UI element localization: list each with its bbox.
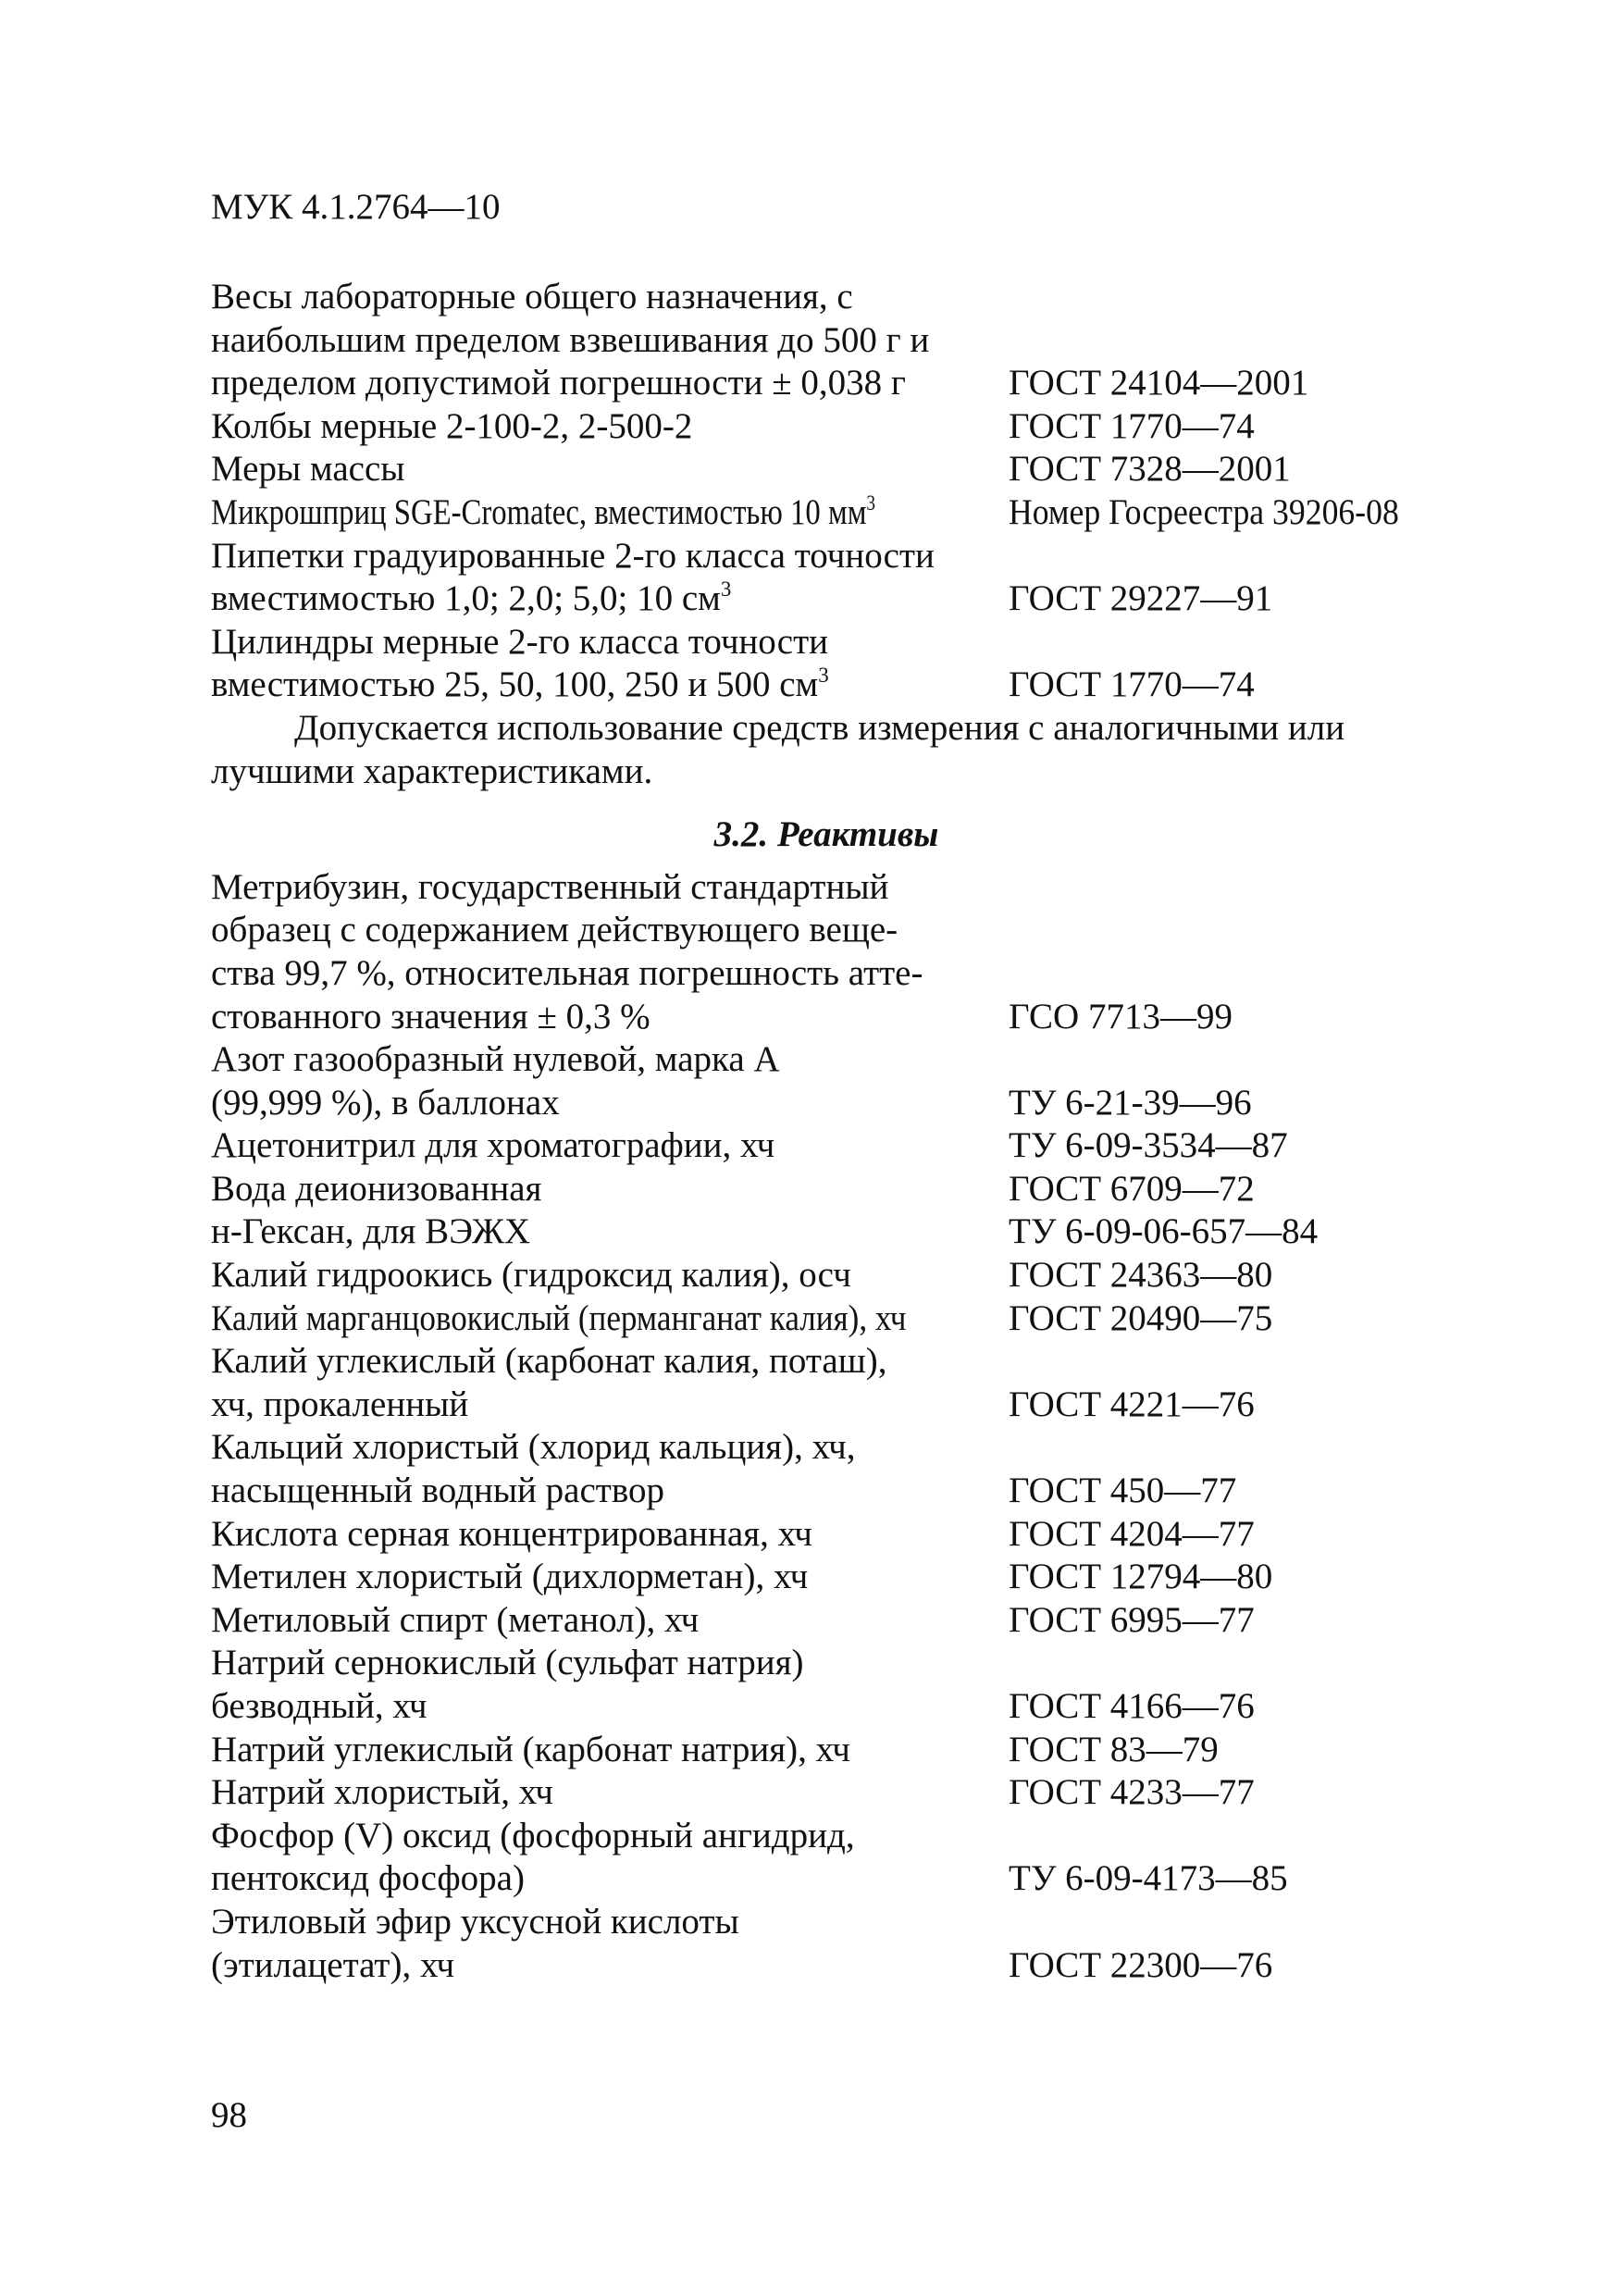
list-item <box>211 1124 1442 1168</box>
page-number: 98 <box>211 2095 247 2135</box>
list-item <box>211 1254 1442 1297</box>
list-item <box>211 1426 1442 1512</box>
item-standard: ГОСТ 4221—76 <box>1009 1384 1255 1424</box>
item-description-line: Меры массы <box>211 449 405 490</box>
item-standard: ГОСТ 4166—76 <box>1009 1686 1255 1726</box>
item-description-line: Этиловый эфир уксусной кислоты <box>211 1901 739 1942</box>
list-item <box>211 1297 1442 1341</box>
item-standard: ГОСТ 6709—72 <box>1009 1168 1255 1209</box>
item-description-line: Калий углекислый (карбонат калия, поташ), <box>211 1341 887 1382</box>
item-standard: ГОСТ 450—77 <box>1009 1471 1237 1511</box>
item-description-line: пределом допустимой погрешности ± 0,038 г <box>211 363 906 403</box>
superscript: 3 <box>866 490 876 515</box>
item-standard: Номер Госреестра 39206-08 <box>1009 491 1399 532</box>
item-description-line: насыщенный водный раствор <box>211 1471 664 1511</box>
item-standard: ГОСТ 20490—75 <box>1009 1297 1273 1338</box>
item-standard: ТУ 6-21-39—96 <box>1009 1082 1252 1123</box>
item-standard: ТУ 6-09-4173—85 <box>1009 1858 1288 1899</box>
item-description-line: Натрий сернокислый (сульфат натрия) <box>211 1643 804 1683</box>
item-description-line: Вода деионизованная <box>211 1168 542 1209</box>
item-description-line: стованного значения ± 0,3 % <box>211 996 650 1036</box>
list-item <box>211 866 1442 1038</box>
item-standard: ГСО 7713—99 <box>1009 996 1233 1036</box>
item-description-line: хч, прокаленный <box>211 1384 469 1424</box>
item-description-line: Колбы мерные 2-100-2, 2-500-2 <box>211 405 693 446</box>
item-description-line: Метилен хлористый (дихлорметан), хч <box>211 1557 809 1597</box>
item-standard: ГОСТ 4204—77 <box>1009 1513 1255 1554</box>
item-description-line: безводный, хч <box>211 1686 427 1726</box>
note-line: лучшими характеристиками. <box>211 751 653 791</box>
list-item <box>211 276 1442 405</box>
page-content <box>211 276 1442 1987</box>
item-description-line: Кислота серная концентрированная, хч <box>211 1513 812 1554</box>
list-item <box>211 1168 1442 1211</box>
list-item <box>211 1815 1442 1901</box>
item-description-line: пентоксид фосфора) <box>211 1858 525 1899</box>
superscript: 3 <box>818 664 829 688</box>
superscript: 3 <box>720 577 732 602</box>
item-description-line: (этилацетат), хч <box>211 1944 455 1985</box>
item-description-line: Ацетонитрил для хроматографии, хч <box>211 1125 775 1166</box>
list-item <box>211 1901 1442 1987</box>
instruments-list <box>211 276 1442 707</box>
list-item <box>211 1340 1442 1426</box>
item-description-line: Метрибузин, государственный стандартный <box>211 866 889 907</box>
item-description-line: ства 99,7 %, относительная погрешность атте- <box>211 952 923 993</box>
reagents-list <box>211 866 1442 1987</box>
list-item <box>211 1038 1442 1124</box>
item-description-line: Микрошприц SGE-Cromatec, вместимостью 10 мм <box>211 491 867 532</box>
item-standard: ГОСТ 22300—76 <box>1009 1944 1273 1985</box>
item-description-line: Метиловый спирт (метанол), хч <box>211 1599 700 1640</box>
list-item <box>211 405 1442 449</box>
item-description-line: Весы лабораторные общего назначения, с <box>211 277 853 316</box>
item-description-line: Кальций хлористый (хлорид кальция), хч, <box>211 1427 856 1468</box>
item-description-line: Калий гидроокись (гидроксид калия), осч <box>211 1255 851 1296</box>
item-standard: ГОСТ 7328—2001 <box>1009 449 1291 490</box>
list-item <box>211 1642 1442 1728</box>
item-description-line: н-Гексан, для ВЭЖХ <box>211 1211 531 1252</box>
list-item <box>211 1513 1442 1557</box>
item-description-line: Пипетки градуированные 2-го класса точности <box>211 535 935 576</box>
item-standard: ГОСТ 6995—77 <box>1009 1599 1255 1640</box>
item-description-line: образец с содержанием действующего веще- <box>211 910 898 950</box>
document-code-header: МУК 4.1.2764—10 <box>211 187 501 227</box>
item-description-line: Цилиндры мерные 2-го класса точности <box>211 621 828 662</box>
item-standard: ГОСТ 12794—80 <box>1009 1557 1273 1597</box>
list-item <box>211 448 1442 491</box>
item-description-line: Калий марганцовокислый (перманганат калия), хч <box>211 1297 907 1338</box>
item-description-line: Натрий углекислый (карбонат натрия), хч <box>211 1729 850 1769</box>
list-item <box>211 535 1442 621</box>
item-standard: ГОСТ 1770—74 <box>1009 405 1255 446</box>
list-item <box>211 1599 1442 1643</box>
note-line: Допускается использование средств измерения с аналогичными или <box>294 707 1345 748</box>
list-item <box>211 1771 1442 1815</box>
item-description-line: (99,999 %), в баллонах <box>211 1082 560 1123</box>
list-item <box>211 1210 1442 1254</box>
note-paragraph <box>211 707 1442 793</box>
item-standard: ГОСТ 4233—77 <box>1009 1772 1255 1813</box>
list-item <box>211 621 1442 707</box>
list-item <box>211 1729 1442 1772</box>
item-description-line: Азот газообразный нулевой, марка А <box>211 1039 780 1080</box>
item-standard: ТУ 6-09-06-657—84 <box>1009 1211 1319 1252</box>
item-standard: ГОСТ 83—79 <box>1009 1729 1219 1769</box>
section-title: 3.2. Реактивы <box>713 814 939 855</box>
item-standard: ГОСТ 1770—74 <box>1009 664 1255 705</box>
item-standard: ГОСТ 29227—91 <box>1009 578 1273 619</box>
list-item <box>211 491 1442 535</box>
item-standard: ТУ 6-09-3534—87 <box>1009 1125 1288 1166</box>
item-description-line: вместимостью 25, 50, 100, 250 и 500 см <box>211 664 819 705</box>
list-item <box>211 1556 1442 1599</box>
item-standard: ГОСТ 24104—2001 <box>1009 363 1309 403</box>
item-description-line: наибольшим пределом взвешивания до 500 г и <box>211 319 930 360</box>
item-standard: ГОСТ 24363—80 <box>1009 1255 1273 1296</box>
item-description-line: Фосфор (V) оксид (фосфорный ангидрид, <box>211 1815 855 1855</box>
item-description-line: Натрий хлористый, хч <box>211 1772 553 1813</box>
item-description-line: вместимостью 1,0; 2,0; 5,0; 10 см <box>211 578 721 619</box>
